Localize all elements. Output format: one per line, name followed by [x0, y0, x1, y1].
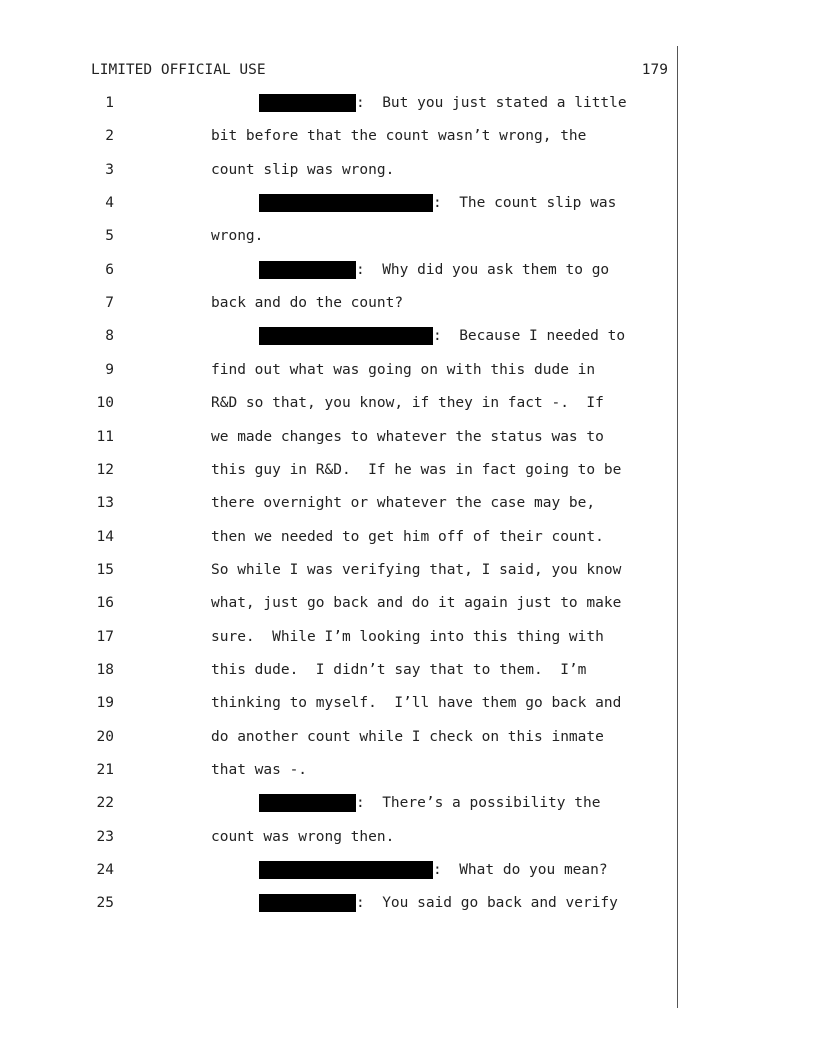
line-text: find out what was going on with this dude in [211, 362, 596, 378]
line-number: 23 [96, 829, 114, 845]
redacted-speaker-name [259, 861, 433, 879]
line-number: 6 [105, 262, 114, 278]
line-number: 10 [96, 395, 114, 411]
transcript-line [0, 493, 816, 513]
line-number: 3 [105, 162, 114, 178]
line-text: : You said go back and verify [356, 895, 618, 911]
line-number: 25 [96, 895, 114, 911]
line-number: 5 [105, 228, 114, 244]
transcript-line [0, 527, 816, 547]
line-number: 11 [96, 429, 114, 445]
line-number: 2 [105, 128, 114, 144]
line-text: that was -. [211, 762, 308, 778]
redacted-speaker-name [259, 94, 356, 112]
line-text: this guy in R&D. If he was in fact going to be [211, 462, 622, 478]
redacted-speaker-name [259, 894, 356, 912]
line-number: 8 [105, 328, 114, 344]
line-text: what, just go back and do it again just to make [211, 595, 622, 611]
transcript-line [0, 293, 816, 313]
transcript-line [0, 793, 816, 813]
line-number: 19 [96, 695, 114, 711]
line-number: 1 [105, 95, 114, 111]
transcript-line [0, 893, 816, 913]
transcript-line [0, 326, 816, 346]
line-number: 7 [105, 295, 114, 311]
speaker-line [259, 326, 625, 346]
transcript-line [0, 93, 816, 113]
line-number: 22 [96, 795, 114, 811]
transcript-line [0, 760, 816, 780]
line-text: then we needed to get him off of their count. [211, 529, 604, 545]
line-number: 9 [105, 362, 114, 378]
line-text: bit before that the count wasn’t wrong, the [211, 128, 587, 144]
line-number: 13 [96, 495, 114, 511]
line-text: : There’s a possibility the [356, 795, 601, 811]
line-text: So while I was verifying that, I said, you know [211, 562, 622, 578]
line-text: : The count slip was [433, 195, 617, 211]
transcript-line [0, 660, 816, 680]
line-text: : Why did you ask them to go [356, 262, 610, 278]
line-number: 17 [96, 629, 114, 645]
transcript-line [0, 593, 816, 613]
speaker-line [259, 893, 618, 913]
line-text: do another count while I check on this inmate [211, 729, 604, 745]
transcript-line [0, 226, 816, 246]
line-text: back and do the count? [211, 295, 404, 311]
line-text: this dude. I didn’t say that to them. I’m [211, 662, 587, 678]
line-text: : Because I needed to [433, 328, 626, 344]
speaker-line [259, 193, 616, 213]
redacted-speaker-name [259, 327, 433, 345]
transcript-line [0, 627, 816, 647]
transcript-line [0, 460, 816, 480]
line-text: R&D so that, you know, if they in fact -. If [211, 395, 604, 411]
line-text: : But you just stated a little [356, 95, 627, 111]
transcript-line [0, 860, 816, 880]
transcript-line [0, 126, 816, 146]
line-number: 20 [96, 729, 114, 745]
line-number: 24 [96, 862, 114, 878]
page-number: 179 [641, 62, 668, 78]
line-text: count was wrong then. [211, 829, 395, 845]
line-number: 21 [96, 762, 114, 778]
transcript-line [0, 560, 816, 580]
transcript-line [0, 360, 816, 380]
line-text: : What do you mean? [433, 862, 608, 878]
transcript-line [0, 693, 816, 713]
transcript-line [0, 193, 816, 213]
header-classification: LIMITED OFFICIAL USE [91, 62, 266, 78]
line-text: count slip was wrong. [211, 162, 395, 178]
line-text: thinking to myself. I’ll have them go back and [211, 695, 622, 711]
speaker-line [259, 793, 600, 813]
transcript-line [0, 427, 816, 447]
line-text: wrong. [211, 228, 264, 244]
speaker-line [259, 93, 627, 113]
transcript-line [0, 160, 816, 180]
line-number: 12 [96, 462, 114, 478]
transcript-line [0, 260, 816, 280]
line-number: 14 [96, 529, 114, 545]
line-text: there overnight or whatever the case may be, [211, 495, 596, 511]
redacted-speaker-name [259, 194, 433, 212]
redacted-speaker-name [259, 261, 356, 279]
line-text: we made changes to whatever the status was to [211, 429, 604, 445]
speaker-line [259, 260, 609, 280]
transcript-line [0, 827, 816, 847]
line-number: 16 [96, 595, 114, 611]
redacted-speaker-name [259, 794, 356, 812]
transcript-line [0, 727, 816, 747]
speaker-line [259, 860, 608, 880]
line-text: sure. While I’m looking into this thing with [211, 629, 604, 645]
line-number: 18 [96, 662, 114, 678]
line-number: 4 [105, 195, 114, 211]
line-number: 15 [96, 562, 114, 578]
transcript-line [0, 393, 816, 413]
